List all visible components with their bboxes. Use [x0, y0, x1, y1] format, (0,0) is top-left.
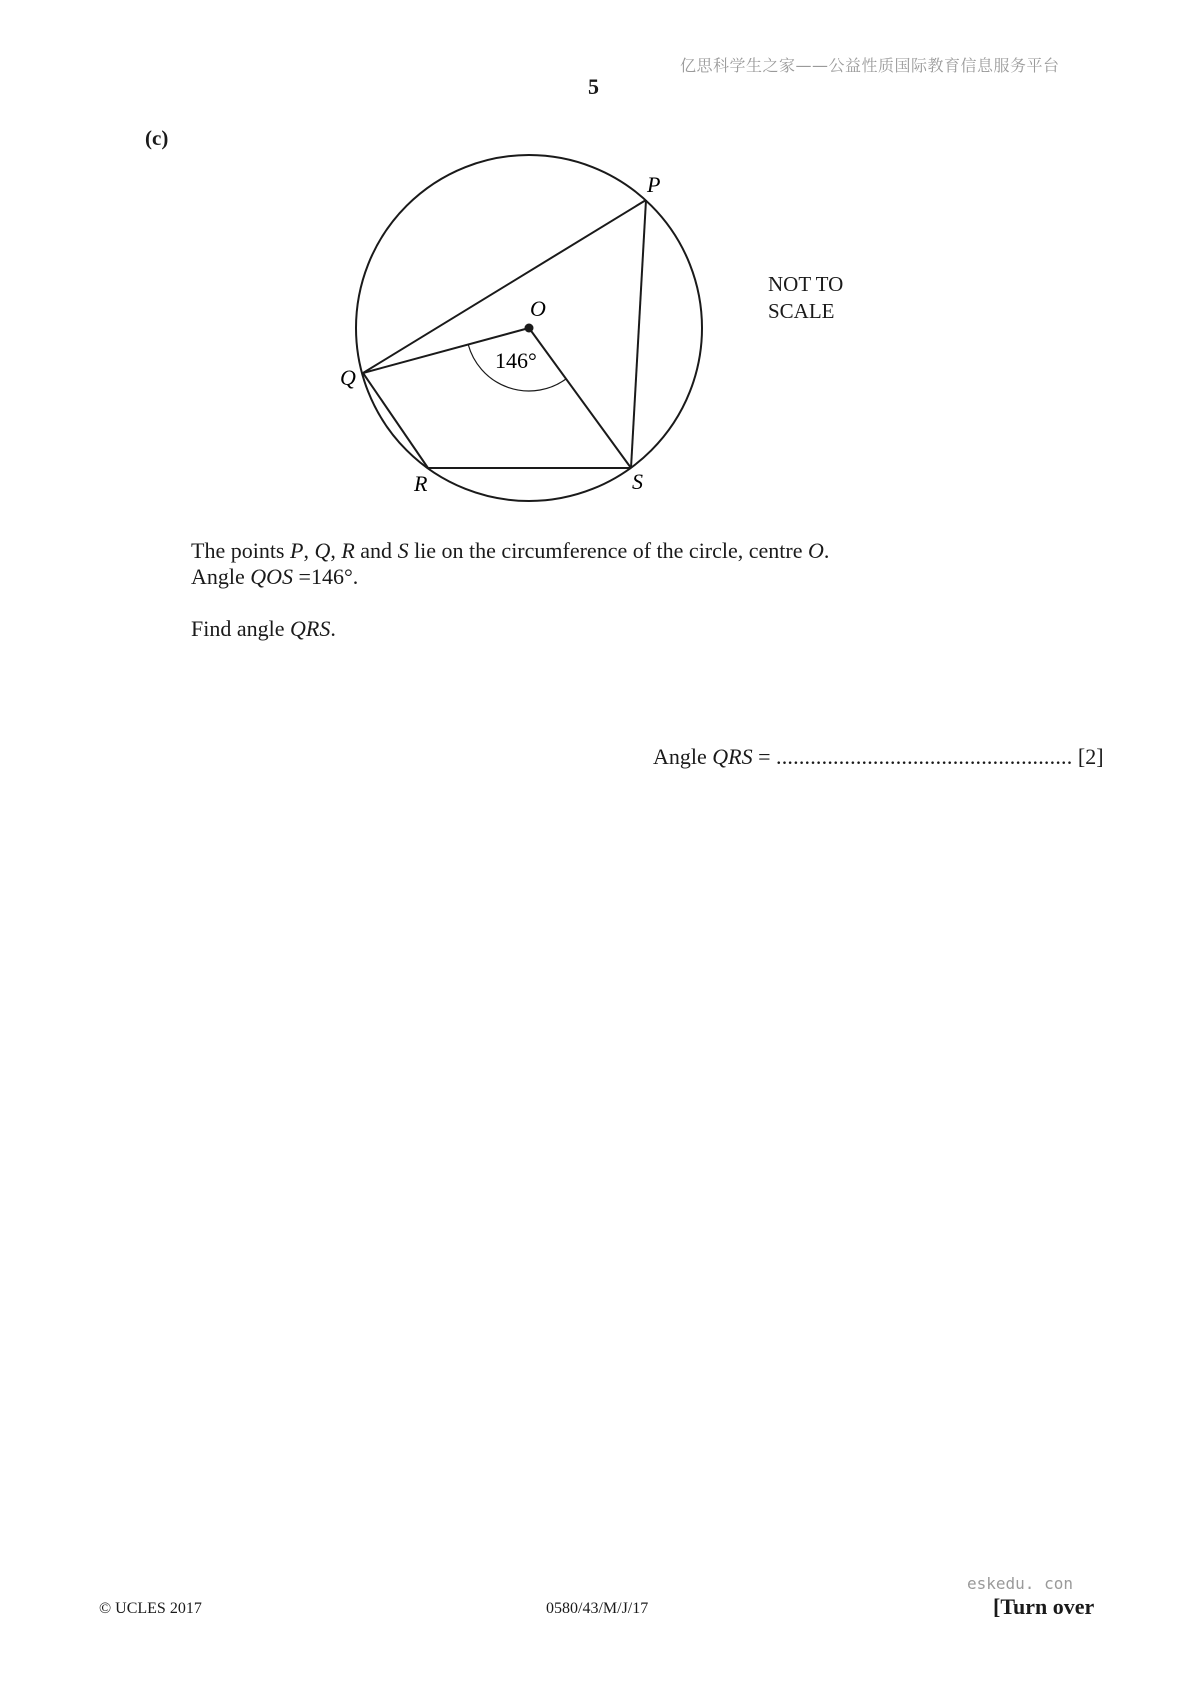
answer-blank[interactable]: ....................................................	[776, 744, 1073, 769]
question-text-line-1: The points P, Q, R and S lie on the circumference of the circle, centre O.	[191, 538, 830, 563]
answer-line[interactable]: Angle QRS = .................................................... [2]	[653, 744, 1104, 769]
marks: [2]	[1072, 744, 1104, 769]
question-instruction: Find angle QRS.	[191, 616, 336, 641]
footer-watermark: eskedu. con	[967, 1574, 1073, 1593]
circle-diagram	[320, 140, 740, 520]
radius-os	[529, 328, 631, 468]
header-watermark: 亿思科学生之家——公益性质国际教育信息服务平台	[680, 56, 1060, 75]
label-q: Q	[340, 365, 356, 390]
page-number: 5	[588, 74, 599, 99]
label-s: S	[632, 469, 643, 494]
question-part-label: (c)	[145, 126, 169, 150]
angle-label: 146°	[495, 348, 537, 373]
question-text-line-2: Angle QOS =146°.	[191, 564, 359, 589]
note-line-2: SCALE	[768, 299, 835, 323]
label-o: O	[530, 296, 546, 321]
copyright: © UCLES 2017	[99, 1600, 202, 1617]
centre-point	[525, 324, 534, 333]
paper-code: 0580/43/M/J/17	[546, 1600, 649, 1617]
chord-qr	[363, 373, 428, 468]
note-line-1: NOT TO	[768, 272, 844, 296]
label-p: P	[647, 172, 661, 197]
label-r: R	[414, 471, 428, 496]
turn-over: [Turn over	[993, 1594, 1095, 1619]
chord-ps	[631, 200, 646, 468]
not-to-scale-note	[768, 271, 843, 325]
